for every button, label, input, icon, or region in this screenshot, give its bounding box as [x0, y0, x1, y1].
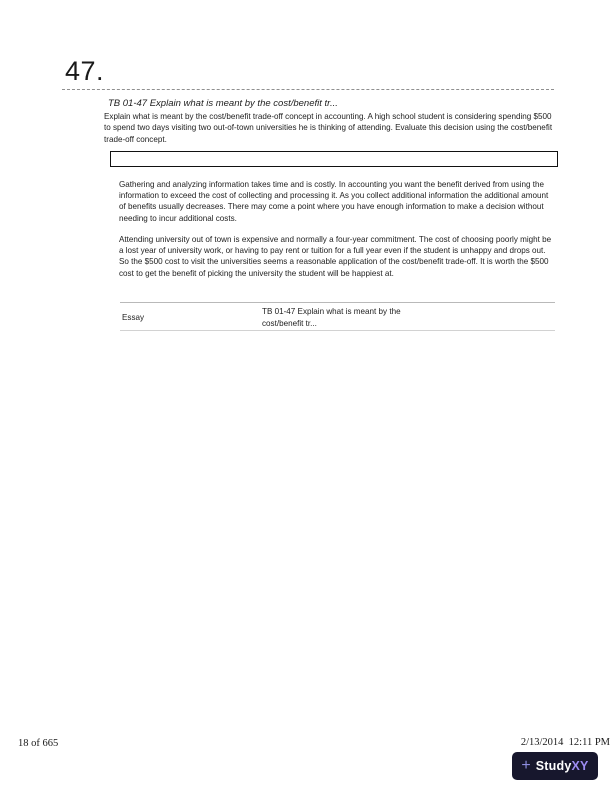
question-number: 47.	[65, 56, 105, 86]
answer-paragraph-1: Gathering and analyzing information takes time and is costly. In accounting you want the benefit derived from using the information to exceed the cost of collecting and processing it. As you collect additional information the additional amount of benefits usually decreases. There may come a point where you have enough information to make a decision without needing to incur additional costs.	[119, 180, 549, 223]
dashed-separator	[62, 89, 554, 90]
meta-table-title: TB 01-47 Explain what is meant by the cost/benefit tr...	[262, 307, 401, 328]
question-prompt: Explain what is meant by the cost/benefit trade-off concept in accounting. A high school student is considering spending $500 to spend two days visiting two out-of-town universities he is thinking of attending. Evaluate this decision using the cost/benefit trade-off concept.	[104, 112, 553, 144]
meta-table-top-rule	[120, 302, 555, 303]
question-title: TB 01-47 Explain what is meant by the cost/benefit tr...	[108, 98, 338, 109]
question-type-label: Essay	[122, 313, 145, 322]
answer-paragraph-2: Attending university out of town is expensive and normally a four-year commitment. The cost of choosing poorly might be a lost year of university work, or having to pay rent or tuition for a full year even if the student is unhappy and drops out. So the $500 cost to visit the universities seems a reasonable application of the cost/benefit trade-off. It is worth the $500 cost to get the benefit of picking the university the student will be happiest at.	[119, 235, 552, 278]
meta-table-bottom-rule	[120, 330, 555, 331]
plus-icon: +	[521, 756, 531, 774]
page-indicator: 18 of 665	[18, 738, 59, 749]
studyxy-logo	[512, 752, 598, 780]
brand-wordmark	[536, 760, 589, 773]
answer-input[interactable]	[110, 151, 558, 167]
timestamp: 2/13/2014 12:11 PM	[520, 737, 610, 748]
brand-name-study: Study	[535, 758, 572, 773]
brand-name-xy: XY	[571, 758, 589, 773]
